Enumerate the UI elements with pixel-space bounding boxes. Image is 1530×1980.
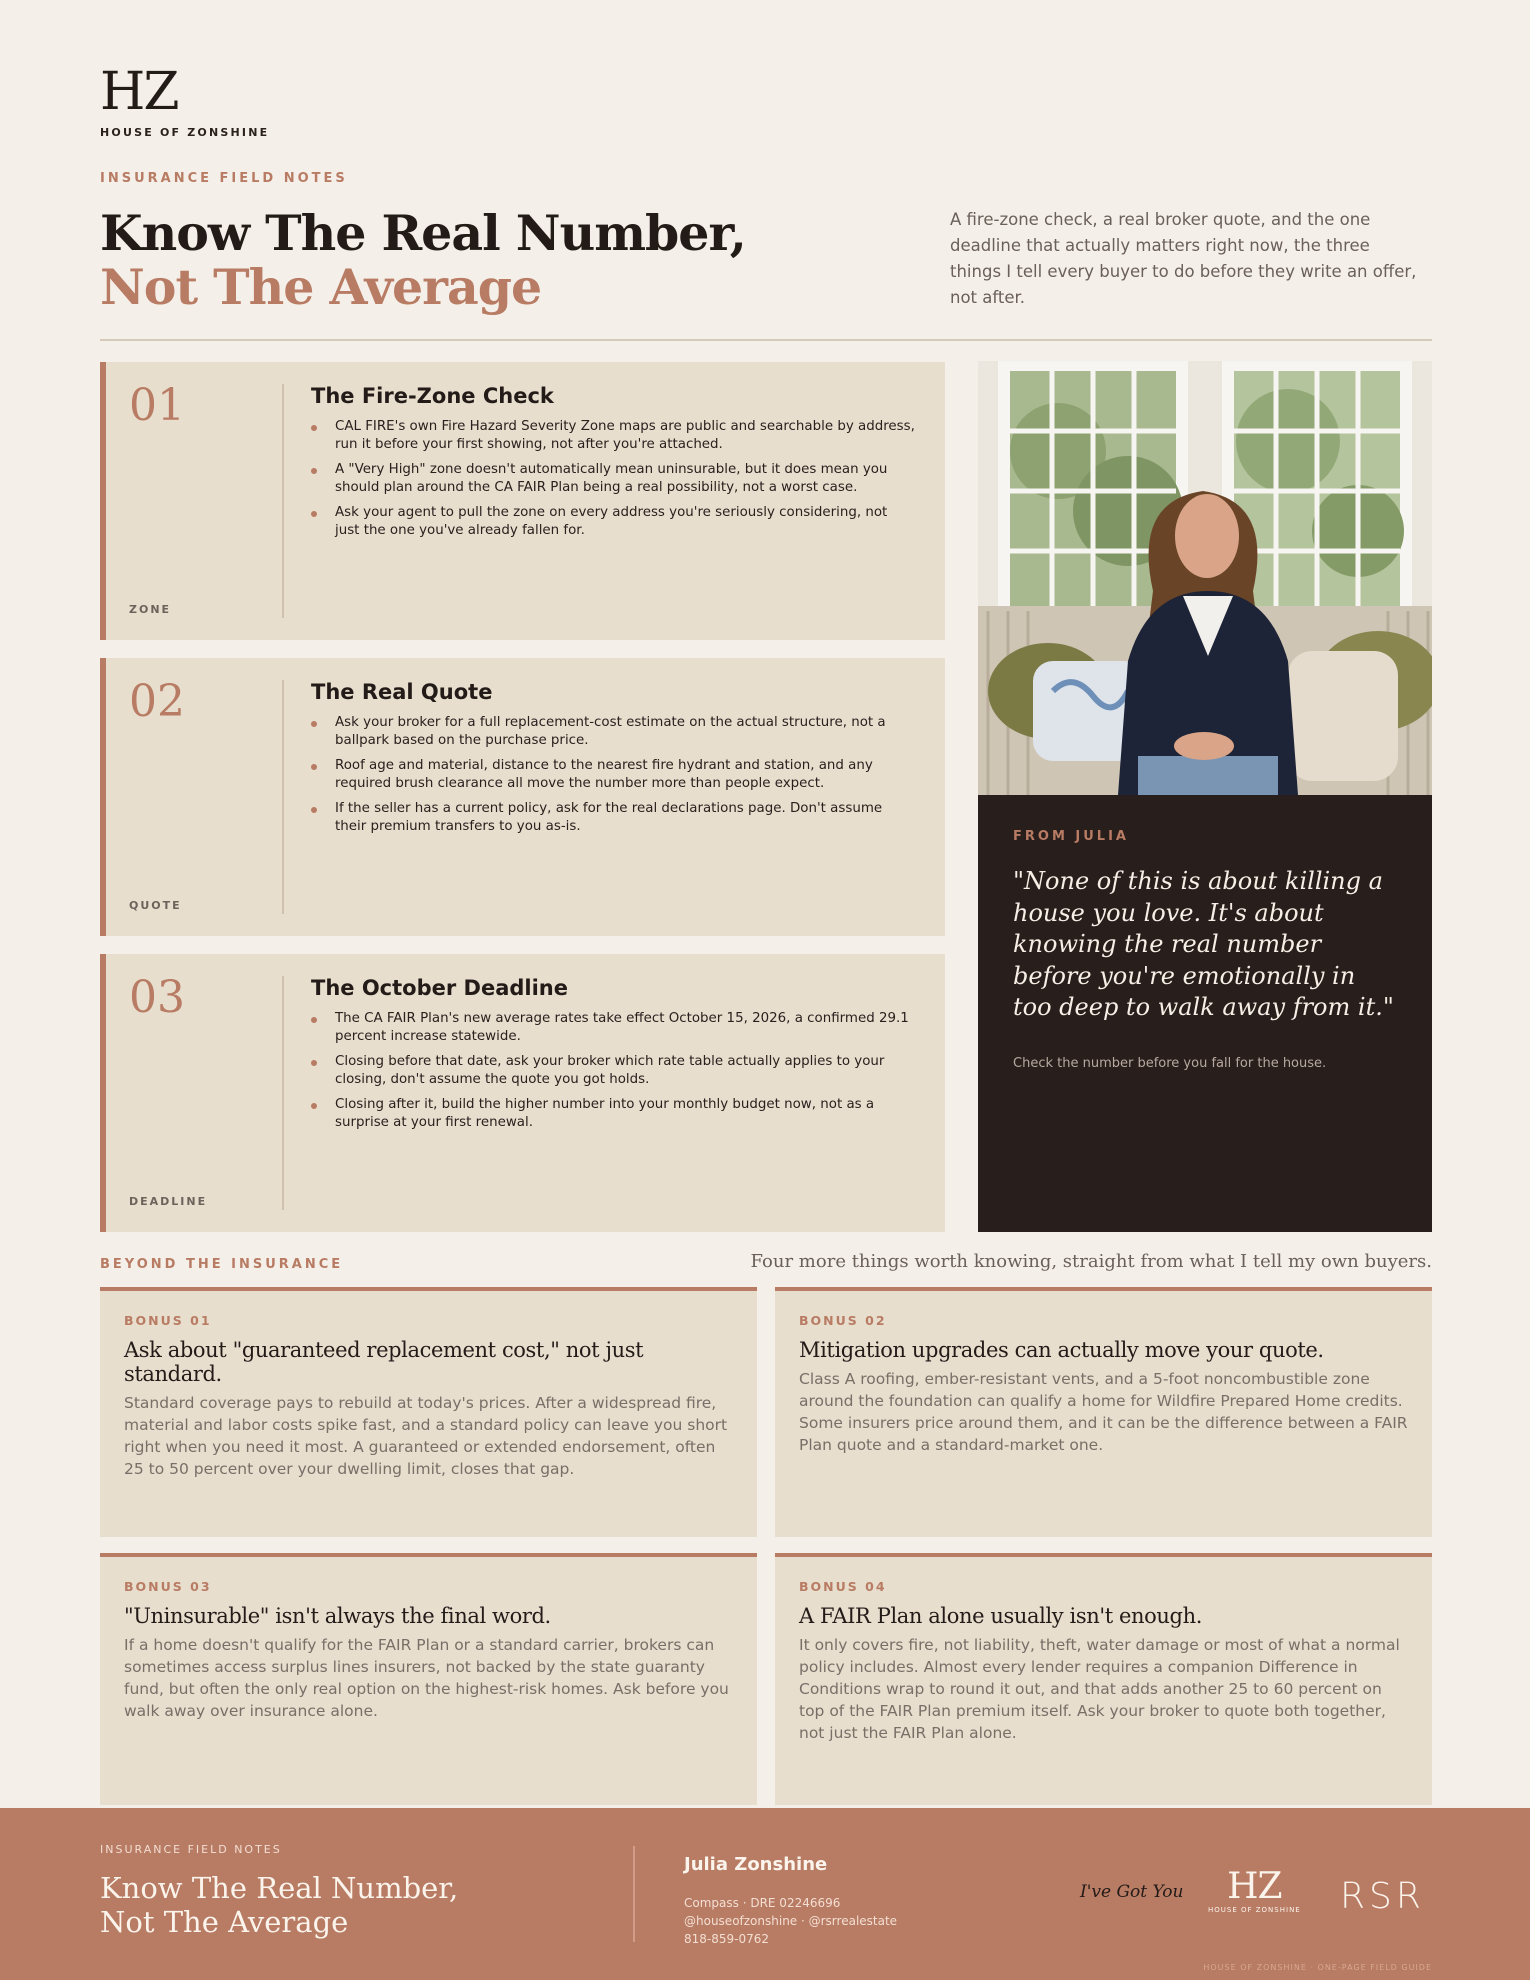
quote-panel [978, 795, 1432, 1232]
bonus-card [775, 1287, 1432, 1537]
bonus-title: Mitigation upgrades can actually move your quote. [799, 1338, 1324, 1362]
brand-logo [100, 62, 269, 139]
footer-title-line2: Not The Average [100, 1905, 349, 1939]
bonus-label: BONUS 04 [799, 1579, 887, 1594]
bullet-item: A "Very High" zone doesn't automatically mean uninsurable, but it does mean you should plan around the CA FAIR Plan being a real possibility, not a worst case. [311, 461, 915, 497]
card-divider [282, 680, 284, 914]
page-title [100, 206, 746, 314]
bonus-label: BONUS 03 [124, 1579, 212, 1594]
step-bullets [311, 418, 915, 540]
bonus-text: It only covers fire, not liability, theft, water damage or most of what a normal policy includes. Almost every lender requires a companion Difference in Conditions wrap to round it out, and that adds another 25 to 60 percent on top of the FAIR Plan premium itself. Ask your broker to quote both together, not just the FAIR Plan alone. [799, 1636, 1400, 1742]
bullet-item: CAL FIRE's own Fire Hazard Severity Zone maps are public and searchable by address, run it before your first showing, not after you're attached. [311, 418, 915, 454]
bullet-item: Ask your broker for a full replacement-cost estimate on the actual structure, not a ballpark based on the purchase price. [311, 714, 915, 750]
footer-kicker: INSURANCE FIELD NOTES [100, 1843, 282, 1856]
step-tag: DEADLINE [129, 1195, 208, 1208]
beyond-eyebrow: BEYOND THE INSURANCE [100, 1257, 344, 1272]
hz-logo-monogram: HZ [1227, 1866, 1282, 1907]
step-bullets [311, 1010, 915, 1132]
step-title: The October Deadline [311, 976, 569, 1000]
bonus-text: If a home doesn't qualify for the FAIR Plan or a standard carrier, brokers can sometimes access surplus lines insurers, not backed by the state guaranty fund, but often the only real option on the highest-risk homes. Ask before you walk away over insurance alone. [124, 1636, 729, 1720]
quote-eyebrow: FROM JULIA [1013, 829, 1129, 844]
step-title: The Real Quote [311, 680, 493, 704]
bullet-item: The CA FAIR Plan's new average rates take effect October 15, 2026, a confirmed 29.1 percent increase statewide. [311, 1010, 915, 1046]
pull-quote: "None of this is about killing a house you love. It's about knowing the real number before you're emotionally in too deep to walk away from it." [1013, 867, 1394, 1021]
step-tag: ZONE [129, 603, 172, 616]
page-title-line1: Know The Real Number, [100, 204, 746, 262]
agent-phone[interactable]: 818-859-0762 [684, 1932, 770, 1946]
intro-paragraph: A fire-zone check, a real broker quote, and the one deadline that actually matters right now, the three things I tell every buyer to do before they write an offer, not after. [950, 210, 1417, 307]
step-card-zone [100, 362, 945, 640]
quote-subtext: Check the number before you fall for the house. [1013, 1055, 1327, 1071]
step-title: The Fire-Zone Check [311, 384, 554, 408]
bullet-item: If the seller has a current policy, ask for the real declarations page. Don't assume their premium transfers to you as-is. [311, 800, 915, 836]
beyond-subtitle: Four more things worth knowing, straight from what I tell my own buyers. [750, 1251, 1432, 1272]
footer [0, 1808, 1530, 1980]
header-divider [100, 339, 1432, 341]
step-number: 02 [129, 676, 185, 727]
step-bullets [311, 714, 915, 836]
rsr-logo: RSR [1340, 1876, 1425, 1917]
brand-monogram: HZ [100, 62, 178, 122]
bonus-card [100, 1553, 757, 1805]
hz-logo-name: HOUSE OF ZONSHINE [1208, 1906, 1301, 1914]
bonus-title: A FAIR Plan alone usually isn't enough. [799, 1604, 1202, 1628]
bonus-card [775, 1553, 1432, 1805]
bonus-label: BONUS 02 [799, 1313, 887, 1328]
footer-fine-print: HOUSE OF ZONSHINE · ONE-PAGE FIELD GUIDE [1203, 1963, 1432, 1972]
card-divider [282, 976, 284, 1210]
agent-photo [978, 361, 1432, 795]
hz-logo [1208, 1868, 1301, 1914]
footer-divider [633, 1846, 635, 1942]
step-number: 01 [129, 380, 185, 431]
bullet-item: Closing before that date, ask your broker which rate table actually applies to your closing, don't assume the quote you got holds. [311, 1053, 915, 1089]
step-card-deadline [100, 954, 945, 1232]
footer-title-line1: Know The Real Number, [100, 1871, 459, 1905]
bonus-text: Class A roofing, ember-resistant vents, and a 5-foot noncombustible zone around the foundation can qualify a home for Wildfire Prepared Home credits. Some insurers price around them, and it can be the difference between a FAIR Plan quote and a standard-market one. [799, 1370, 1408, 1454]
bullet-item: Ask your agent to pull the zone on every address you're seriously considering, not just the one you've already fallen for. [311, 504, 915, 540]
page-kicker: INSURANCE FIELD NOTES [100, 171, 348, 186]
bonus-title: "Uninsurable" isn't always the final word. [124, 1604, 551, 1628]
step-number: 03 [129, 972, 185, 1023]
bullet-item: Roof age and material, distance to the nearest fire hydrant and station, and any required brush clearance all move the number more than people expect. [311, 757, 915, 793]
agent-name: Julia Zonshine [684, 1854, 828, 1875]
card-divider [282, 384, 284, 618]
bullet-item: Closing after it, build the higher number into your monthly budget now, not as a surprise at your first renewal. [311, 1096, 915, 1132]
agent-brokerage: Compass · DRE 02246696 [684, 1896, 841, 1910]
agent-social[interactable]: @houseofzonshine · @rsrrealestate [684, 1914, 898, 1928]
footer-tagline: I've Got You [1080, 1882, 1184, 1902]
bonus-text: Standard coverage pays to rebuild at today's prices. After a widespread fire, material and labor costs spike fast, and a standard policy can leave you short right when you need it most. A guaranteed or extended endorsement, often 25 to 50 percent over your dwelling limit, closes that gap. [124, 1394, 728, 1478]
page-title-line2: Not The Average [100, 258, 542, 316]
step-tag: QUOTE [129, 899, 182, 912]
bonus-title: Ask about "guaranteed replacement cost," not just standard. [124, 1338, 644, 1386]
bonus-card [100, 1287, 757, 1537]
step-card-quote [100, 658, 945, 936]
bonus-label: BONUS 01 [124, 1313, 212, 1328]
footer-title [100, 1871, 458, 1939]
agent-photo-illustration [978, 361, 1432, 795]
brand-name: HOUSE OF ZONSHINE [100, 126, 270, 139]
